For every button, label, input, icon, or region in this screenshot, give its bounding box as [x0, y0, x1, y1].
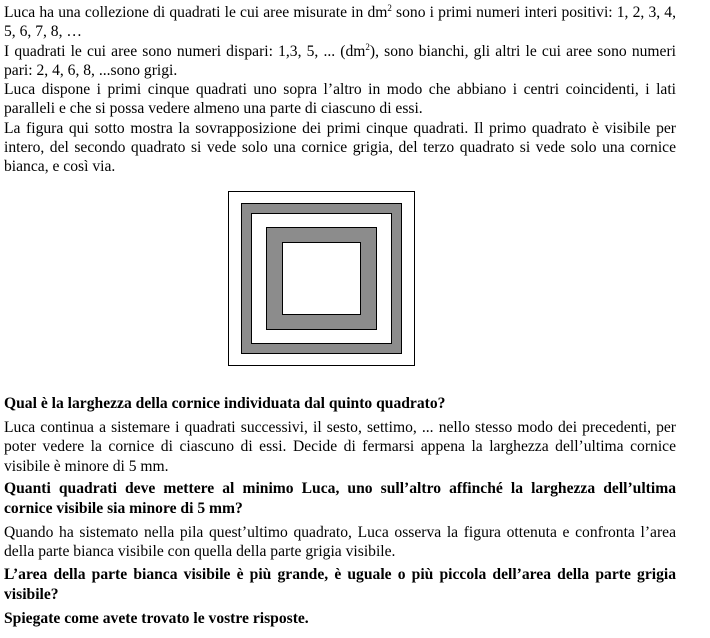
question-4: Spiegate come avete trovato le vostre risposte. — [4, 610, 309, 628]
intro-paragraph-1 — [4, 3, 676, 42]
intro-text: I quadrati le cui aree sono numeri dispari: 1,3, 5, ... (dm — [4, 42, 366, 60]
paragraph-comparison: Quando ha sistemato nella pila quest’ultimo quadrato, Luca osserva la figura ottenuta e confronta l’area della parte bianca visibile con quella della parte grigia visibile. — [4, 523, 676, 561]
intro-text: Luca ha una collezione di quadrati le cui aree misurate in dm — [4, 4, 388, 21]
intro-paragraph-3: Luca dispone i primi cinque quadrati uno sopra l’altro in modo che abbiano i centri coincidenti, i lati paralleli e che si possa vedere almeno una parte di ciascuno di essi. — [4, 81, 676, 118]
intro-text: ), sono bianchi, gli altri le cui aree sono numeri pari: 2, 4, 6, 8, ...sono grigi. — [4, 42, 676, 79]
questions-section — [4, 394, 676, 629]
question-2: Quanti quadrati deve mettere al minimo Luca, uno sull’altro affinché la larghezza dell’ultima cornice visibile sia minore di 5 mm? — [4, 479, 676, 517]
superscript: 2 — [365, 41, 370, 52]
question-3: L’area della parte bianca visibile è più grande, è uguale o più piccola dell’area della parte grigia visibile? — [4, 566, 676, 604]
question-1: Qual è la larghezza della cornice individuata dal quinto quadrato? — [4, 395, 446, 412]
square-5-white — [282, 242, 361, 315]
superscript: 2 — [387, 3, 392, 13]
nested-squares-figure — [228, 191, 415, 366]
intro-text: sono i primi numeri interi positivi: 1, 2, 3, 4, 5, 6, 7, 8, … — [4, 4, 676, 41]
paragraph-continuation: Luca continua a sistemare i quadrati successivi, il sesto, settimo, ... nello stesso modo dei precedenti, per poter vedere la cornice di ciascuno di essi. Decide di fermarsi appena la larghezza dell’ultima cornice visibile è minore di 5 mm. — [4, 419, 676, 475]
intro-section — [4, 3, 676, 177]
intro-paragraph-4: La figura qui sotto mostra la sovrapposizione dei primi cinque quadrati. Il primo quadrato è visibile per intero, del secondo quadrato si vede solo una cornice grigia, del terzo quadrato si vede solo una cornice bianca, e così via. — [4, 119, 676, 176]
intro-paragraph-2 — [4, 42, 676, 81]
